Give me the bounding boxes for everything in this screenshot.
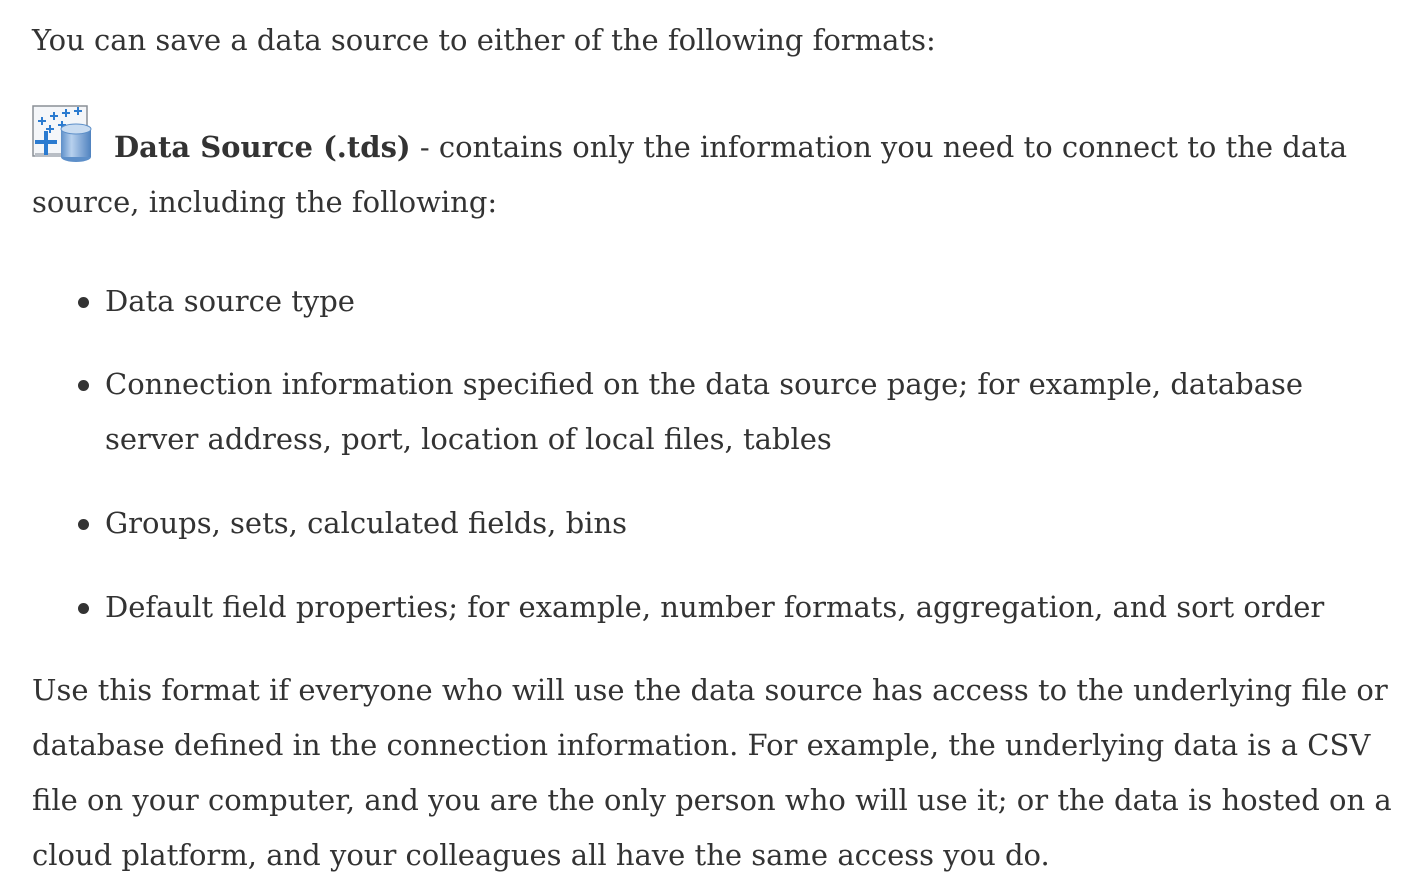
list-item: Default field properties; for example, number formats, aggregation, and sort order — [105, 580, 1390, 635]
list-item: Data source type — [105, 274, 1390, 329]
list-item: Connection information specified on the data source page; for example, database server address, port, location of local files, tables — [105, 357, 1390, 467]
tds-format-name: Data Source (.tds) — [114, 130, 411, 164]
intro-paragraph: You can save a data source to either of the following formats: — [32, 23, 936, 57]
tds-paragraph — [32, 105, 1392, 230]
data-source-icon — [32, 105, 94, 163]
usage-paragraph: Use this format if everyone who will use the data source has access to the underlying file or database defined in the connection information. For example, the underlying data is a CSV file on your computer, and you are the only person who will use it; or the data is hosted on a cloud platform, and your colleagues all have the same access you do. — [32, 673, 1392, 872]
tds-description: - contains only the information you need to connect to the data source, including the following: — [32, 130, 1348, 219]
list-item: Groups, sets, calculated fields, bins — [105, 496, 1390, 551]
